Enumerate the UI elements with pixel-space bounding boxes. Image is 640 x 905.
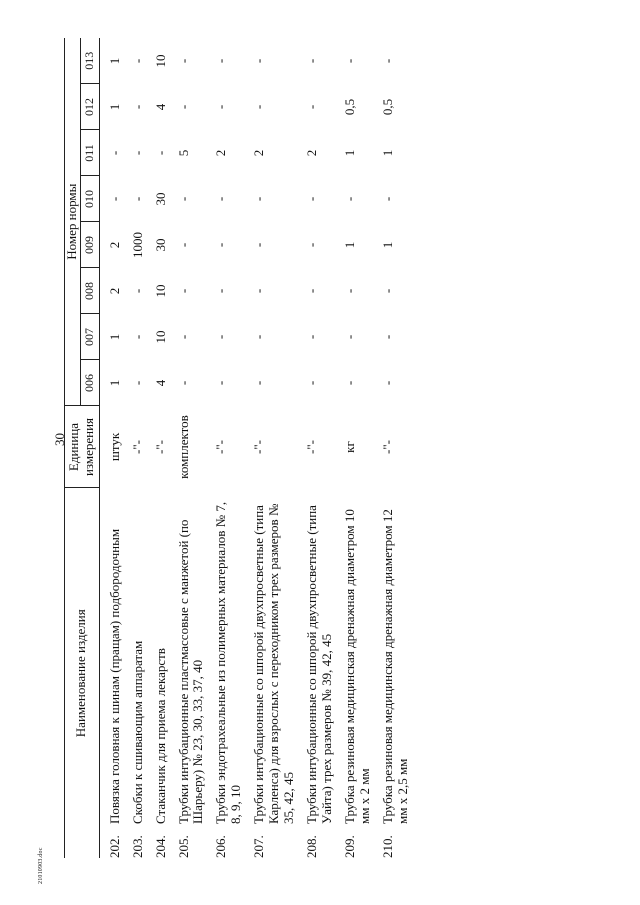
row-name-cell: [123, 488, 146, 858]
norm-value-011: -: [129, 150, 145, 156]
norm-value-012: -: [213, 104, 229, 110]
row-name-cell: [373, 488, 411, 858]
row-number: 204.: [152, 835, 168, 858]
norm-code-006: 006: [80, 360, 99, 406]
norm-value-012: -: [251, 104, 267, 110]
norm-value-007: -: [213, 334, 229, 340]
norm-value-008: -: [251, 288, 267, 294]
table-body: [99, 38, 411, 858]
product-name: Трубки эндотрахеальные из полимерных материалов № 7, 8, 9, 10: [213, 501, 244, 824]
norm-value-010: -: [106, 196, 122, 202]
unit-cell: -"-: [152, 440, 168, 454]
norm-value-012: -: [175, 104, 191, 110]
product-name: Стаканчик для приема лекарств: [152, 648, 168, 824]
norm-value-008: -: [213, 288, 229, 294]
row-number: 202.: [106, 835, 122, 858]
header-norm-number: Номер нормы: [65, 38, 81, 406]
norm-value-006: 4: [152, 379, 168, 387]
product-name: Трубка резиновая медицинская дренажная диаметром 10 мм х 2 мм: [341, 509, 372, 824]
norm-value-011: -: [152, 150, 168, 156]
row-number: 208.: [304, 835, 320, 858]
norm-value-012: 0,5: [341, 98, 357, 116]
row-name-cell: [206, 488, 244, 858]
row-number: 207.: [251, 835, 267, 858]
norm-value-013: 1: [106, 57, 122, 65]
row-name-cell: [146, 488, 169, 858]
header-unit: Единица измерения: [65, 406, 100, 488]
table-row: [335, 38, 373, 858]
norm-value-012: 4: [152, 103, 168, 111]
norm-value-008: 10: [152, 284, 168, 298]
norm-value-011: 5: [175, 149, 191, 157]
norm-value-006: -: [341, 380, 357, 386]
row-number: 206.: [213, 835, 229, 858]
norm-value-006: -: [304, 380, 320, 386]
norm-value-010: -: [175, 196, 191, 202]
table-row: [297, 38, 335, 858]
unit-cell: -"-: [379, 440, 395, 454]
norm-value-010: -: [129, 196, 145, 202]
unit-cell: -"-: [129, 440, 145, 454]
norm-value-011: 2: [213, 149, 229, 157]
norm-value-007: -: [129, 334, 145, 340]
table-row: [99, 38, 122, 858]
norm-value-009: 1: [341, 241, 357, 249]
norm-value-011: -: [106, 150, 122, 156]
row-name-cell: [244, 488, 297, 858]
norm-code-011: 011: [80, 130, 99, 176]
norm-value-007: 1: [106, 333, 122, 341]
norm-value-006: -: [175, 380, 191, 386]
page-number: 30: [52, 433, 67, 446]
norm-value-013: -: [251, 58, 267, 64]
norm-value-008: -: [304, 288, 320, 294]
norm-value-007: -: [175, 334, 191, 340]
norm-value-009: -: [304, 242, 320, 248]
table-header: [65, 38, 100, 858]
norm-value-013: -: [304, 58, 320, 64]
norm-value-013: -: [213, 58, 229, 64]
norm-value-008: -: [175, 288, 191, 294]
document-reference: 21010903.doc: [38, 847, 44, 884]
norms-table: [64, 38, 411, 858]
norm-value-007: -: [304, 334, 320, 340]
norm-value-012: 0,5: [379, 98, 395, 116]
norm-value-010: 30: [152, 192, 168, 206]
norm-value-008: -: [129, 288, 145, 294]
norm-value-013: -: [341, 58, 357, 64]
norm-value-010: -: [379, 196, 395, 202]
norm-value-011: 2: [304, 149, 320, 157]
norm-value-009: -: [251, 242, 267, 248]
norm-code-007: 007: [80, 314, 99, 360]
norm-value-010: -: [341, 196, 357, 202]
norm-value-013: 10: [152, 54, 168, 68]
norm-value-010: -: [251, 196, 267, 202]
norm-code-013: 013: [80, 38, 99, 84]
norm-value-009: 1000: [129, 232, 145, 258]
norm-value-009: 1: [379, 241, 395, 249]
table-row: [123, 38, 146, 858]
norm-value-013: -: [129, 58, 145, 64]
norm-value-012: -: [304, 104, 320, 110]
table-row: [373, 38, 411, 858]
unit-cell: кг: [341, 441, 357, 453]
unit-cell: комплектов: [175, 415, 191, 479]
norm-code-009: 009: [80, 222, 99, 268]
norm-code-008: 008: [80, 268, 99, 314]
norm-value-009: -: [175, 242, 191, 248]
norm-value-009: 2: [106, 241, 122, 249]
norm-value-006: -: [213, 380, 229, 386]
norm-value-008: 2: [106, 287, 122, 295]
norm-code-010: 010: [80, 176, 99, 222]
norm-value-007: -: [379, 334, 395, 340]
norm-value-009: 30: [152, 238, 168, 252]
table-row: [146, 38, 169, 858]
row-number: 209.: [341, 835, 357, 858]
norm-value-011: 1: [341, 149, 357, 157]
unit-cell: штук: [106, 432, 122, 462]
norm-value-012: -: [129, 104, 145, 110]
norm-value-006: -: [379, 380, 395, 386]
norm-value-013: -: [175, 58, 191, 64]
header-product-name: Наименование изделия: [65, 488, 100, 858]
norm-value-009: -: [213, 242, 229, 248]
norm-value-011: 2: [251, 149, 267, 157]
norm-value-013: -: [379, 58, 395, 64]
norm-value-007: 10: [152, 330, 168, 344]
row-name-cell: [297, 488, 335, 858]
rotated-sheet: [64, 38, 604, 858]
row-name-cell: [169, 488, 207, 858]
row-number: 210.: [379, 835, 395, 858]
unit-cell: -"-: [304, 440, 320, 454]
product-name: Трубка резиновая медицинская дренажная диаметром 12 мм х 2,5 мм: [379, 509, 410, 824]
norm-value-006: 1: [106, 379, 122, 387]
norm-value-010: -: [304, 196, 320, 202]
product-name: Трубки интубационные со шпорой двухпросветные (типа Карленса) для взрослых с переходником трех размеров № 35, 42, 45: [251, 503, 297, 824]
norm-value-012: 1: [106, 103, 122, 111]
row-number: 203.: [129, 835, 145, 858]
product-name: Скобки к сшивающим аппаратам: [129, 640, 145, 824]
norm-value-008: -: [341, 288, 357, 294]
table-row: [206, 38, 244, 858]
row-number: 205.: [175, 835, 191, 858]
product-name: Трубки интубационные со шпорой двухпросветные (типа Уайта) трех размеров № 39, 42, 45: [304, 505, 335, 824]
norm-value-007: -: [251, 334, 267, 340]
norm-value-008: -: [379, 288, 395, 294]
table-row: [169, 38, 207, 858]
product-name: Трубки интубационные пластмассовые с манжетой (по Шарьеру) № 23, 30, 33, 37, 40: [175, 519, 206, 824]
row-name-cell: [99, 488, 122, 858]
unit-cell: -"-: [251, 440, 267, 454]
norm-value-006: -: [251, 380, 267, 386]
norm-code-012: 012: [80, 84, 99, 130]
norm-value-011: 1: [379, 149, 395, 157]
norm-value-006: -: [129, 380, 145, 386]
unit-cell: -"-: [213, 440, 229, 454]
row-name-cell: [335, 488, 373, 858]
table-row: [244, 38, 297, 858]
norm-value-007: -: [341, 334, 357, 340]
norm-value-010: -: [213, 196, 229, 202]
product-name: Повязка головная к шинам (пращам) подбородочным: [106, 528, 122, 824]
